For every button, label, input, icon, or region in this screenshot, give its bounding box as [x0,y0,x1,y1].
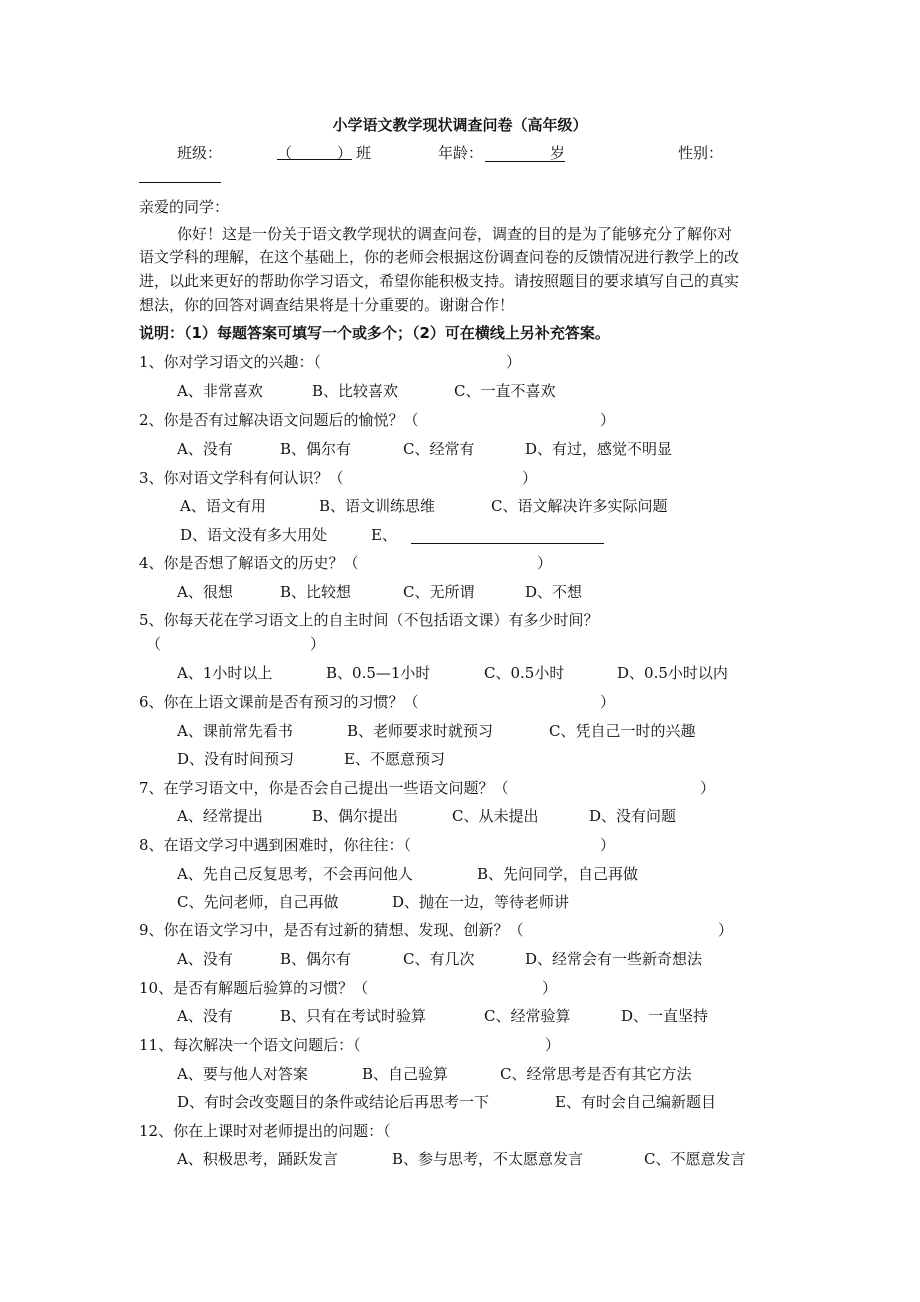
class-paren: （ ） [277,144,353,162]
greeting: 亲爱的同学： [139,198,230,216]
option[interactable]: B、先问同学，自己再做 [477,865,639,883]
option[interactable]: A、非常喜欢 [177,382,263,400]
option[interactable]: D、抛在一边，等待老师讲 [392,893,570,911]
age-suffix: 岁 [550,144,566,162]
option[interactable]: B、老师要求时就预习 [347,722,494,740]
question-11: 11、每次解决一个语文问题后：（ [139,1036,361,1054]
option[interactable]: A、没有 [177,950,233,968]
option[interactable]: E、有时会自己编新题目 [555,1093,716,1111]
option[interactable]: D、一直坚持 [621,1007,709,1025]
option[interactable]: A、很想 [177,583,233,601]
question-7: 7、在学习语文中，你是否会自己提出一些语文问题？（ [139,779,509,797]
option[interactable]: A、1小时以上 [177,664,273,682]
answer-bracket-1[interactable]: ） [506,353,522,371]
option[interactable]: A、没有 [177,440,233,458]
answer-bracket-11[interactable]: ） [545,1036,561,1054]
question-12: 12、你在上课时对老师提出的问题：（ [139,1122,391,1140]
option[interactable]: C、无所谓 [403,583,475,601]
option[interactable]: A、积极思考，踊跃发言 [177,1150,338,1168]
answer-bracket-2[interactable]: ） [600,411,616,429]
option[interactable]: B、参与思考，不太愿意发言 [392,1150,584,1168]
class-suffix: 班 [356,144,372,162]
option[interactable]: C、凭自己一时的兴趣 [549,722,696,740]
answer-bracket-7[interactable]: ） [700,779,716,797]
option[interactable]: B、0.5—1小时 [326,664,431,682]
intro-line-3: 进，以此来更好的帮助你学习语文，希望你能积极支持。请按照题目的要求填写自己的真实 [139,272,740,290]
question-2: 2、你是否有过解决语文问题后的愉悦？（ [139,411,419,429]
option[interactable]: C、有几次 [403,950,475,968]
option[interactable]: B、偶尔有 [280,440,352,458]
answer-bracket-5[interactable]: ） [310,635,326,653]
question-3: 3、你对语文学科有何认识？（ [139,469,344,487]
option[interactable]: D、有时会改变题目的条件或结论后再思考一下 [177,1093,490,1111]
instructions-note: 说明：（1）每题答案可填写一个或多个；（2）可在横线上另补充答案。 [139,324,610,342]
question-8: 8、在语文学习中遇到困难时，你往往：（ [139,836,412,854]
option[interactable]: D、0.5小时以内 [617,664,728,682]
option[interactable]: A、课前常先看书 [177,722,293,740]
intro-line-4: 想法，你的回答对调查结果将是十分重要的。谢谢合作！ [139,296,515,314]
option[interactable]: C、经常有 [403,440,475,458]
option[interactable]: D、有过，感觉不明显 [525,440,673,458]
option[interactable]: E、不愿意预习 [344,750,445,768]
option[interactable]: B、偶尔提出 [312,807,399,825]
question-6: 6、你在上语文课前是否有预习的习惯？（ [139,693,419,711]
option[interactable]: D、没有时间预习 [177,750,295,768]
answer-bracket-9[interactable]: ） [718,921,734,939]
option[interactable]: C、语文解决许多实际问题 [491,497,668,515]
answer-bracket-6[interactable]: ） [600,693,616,711]
age-label: 年龄： [438,144,484,162]
intro-line-2: 语文学科的理解，在这个基础上，你的老师会根据这份调查问卷的反馈情况进行教学上的改 [139,248,740,266]
question-10: 10、是否有解题后验算的习惯？（ [139,979,369,997]
option[interactable]: B、语文训练思维 [319,497,436,515]
option[interactable]: C、0.5小时 [484,664,565,682]
answer-bracket-3[interactable]: ） [522,469,538,487]
class-label: 班级： [177,144,223,162]
option[interactable]: C、经常思考是否有其它方法 [500,1065,692,1083]
answer-bracket-8[interactable]: ） [600,836,616,854]
option[interactable]: C、经常验算 [484,1007,571,1025]
option[interactable]: C、从未提出 [452,807,539,825]
option[interactable]: B、自己验算 [362,1065,449,1083]
option[interactable]: E、 [371,526,397,544]
option[interactable]: D、不想 [525,583,583,601]
option[interactable]: D、没有问题 [589,807,677,825]
option-e-blank[interactable] [411,543,604,544]
option[interactable]: A、经常提出 [177,807,263,825]
page-title: 小学语文教学现状调查问卷（高年级） [332,116,588,134]
class-field[interactable] [225,143,355,163]
answer-bracket-5-open[interactable]: （ [146,635,162,653]
question-1: 1、你对学习语文的兴趣：（ [139,353,322,371]
question-5: 5、你每天花在学习语文上的自主时间（不包括语文课）有多少时间？ [139,611,599,629]
option[interactable]: B、比较想 [280,583,352,601]
option[interactable]: D、经常会有一些新奇想法 [525,950,703,968]
option[interactable]: C、先问老师，自己再做 [177,893,339,911]
gender-label: 性别： [678,144,724,162]
option[interactable]: A、没有 [177,1007,233,1025]
question-9: 9、你在语文学习中，是否有过新的猜想、发现、创新？（ [139,921,524,939]
option[interactable]: D、语文没有多大用处 [180,526,328,544]
option[interactable]: A、语文有用 [180,497,266,515]
option[interactable]: A、要与他人对答案 [177,1065,308,1083]
option[interactable]: B、偶尔有 [280,950,352,968]
option[interactable]: A、先自己反复思考，不会再问他人 [177,865,413,883]
option[interactable]: B、只有在考试时验算 [280,1007,427,1025]
gender-field[interactable] [139,182,221,183]
option[interactable]: C、一直不喜欢 [454,382,556,400]
question-4: 4、你是否想了解语文的历史？（ [139,554,359,572]
answer-bracket-4[interactable]: ） [537,554,553,572]
option[interactable]: B、比较喜欢 [312,382,399,400]
intro-line-1: 你好！这是一份关于语文教学现状的调查问卷，调查的目的是为了能够充分了解你对 [177,225,733,243]
answer-bracket-10[interactable]: ） [542,979,558,997]
option[interactable]: C、不愿意发言 [644,1150,746,1168]
